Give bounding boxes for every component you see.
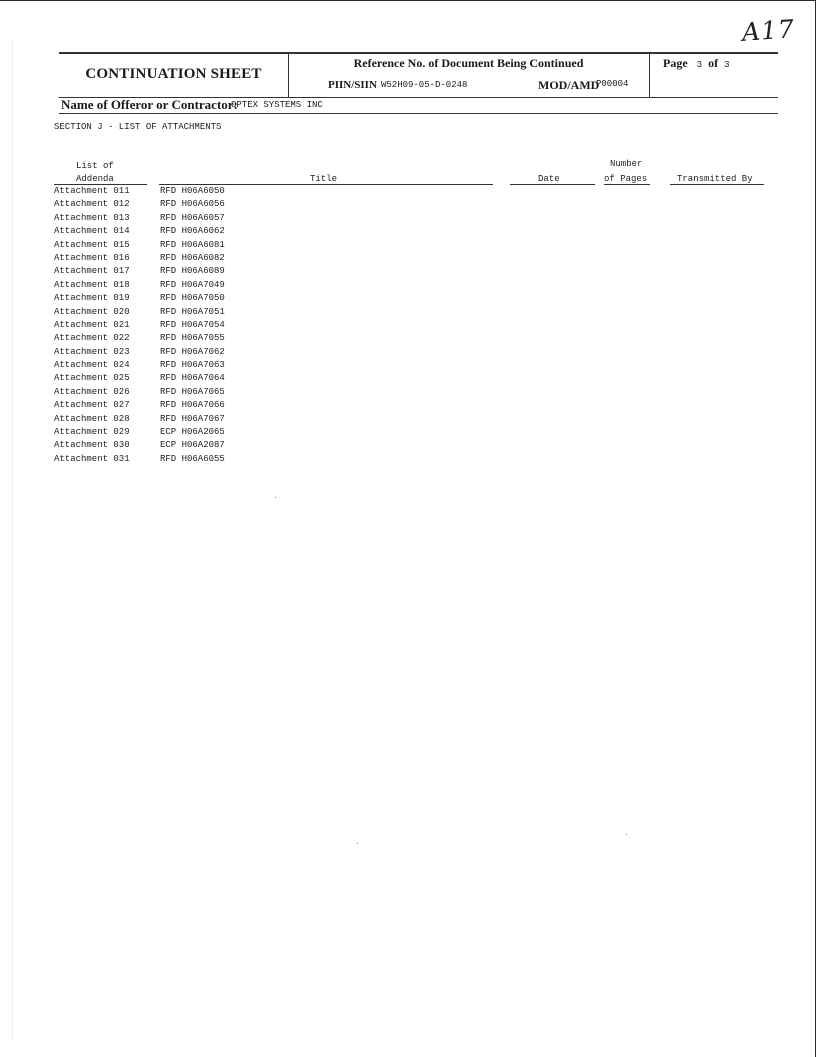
sheet-title: CONTINUATION SHEET [85, 66, 262, 82]
header-title-cell [59, 54, 289, 97]
scan-speck [357, 843, 358, 844]
header-pages-line2: of Pages [604, 174, 648, 184]
attachment-title: ECP H06A2065 [160, 427, 225, 438]
attachment-addenda: Attachment 022 [54, 333, 130, 344]
handwritten-mark: A17 [741, 14, 796, 47]
attachment-title: RFD H06A6057 [160, 212, 225, 223]
page-of-label: of [708, 56, 719, 70]
attachment-title: RFD H06A7055 [160, 333, 225, 344]
attachment-addenda: Attachment 024 [54, 360, 130, 371]
attachment-title: RFD H06A6055 [160, 453, 225, 464]
attachment-addenda: Attachment 020 [54, 306, 130, 317]
attachment-addenda: Attachment 026 [54, 386, 130, 397]
attachment-addenda: Attachment 029 [54, 427, 130, 438]
continuation-header [59, 52, 778, 98]
header-addenda-line2: Addenda [76, 174, 114, 184]
header-transmitted-underline [670, 184, 764, 185]
header-title-underline [159, 184, 493, 185]
offeror-value: OPTEX SYSTEMS INC [231, 100, 323, 110]
attachment-title: RFD H06A6082 [160, 252, 225, 263]
attachment-addenda: Attachment 031 [54, 453, 130, 464]
attachment-title: RFD H06A7051 [160, 306, 225, 317]
header-title: Title [310, 174, 338, 184]
attachment-addenda: Attachment 021 [54, 319, 130, 330]
attachment-addenda: Attachment 015 [54, 239, 130, 250]
header-transmitted-by: Transmitted By [677, 174, 753, 184]
attachment-title: RFD H06A7062 [160, 346, 225, 357]
header-addenda-line1: List of [76, 161, 114, 171]
page-label: Page [663, 56, 688, 70]
attachment-addenda: Attachment 013 [54, 212, 130, 223]
attachment-title: RFD H06A6056 [160, 199, 225, 210]
scan-speck [275, 497, 276, 498]
attachment-title: RFD H06A7064 [160, 373, 225, 384]
scan-edge-left [12, 40, 13, 1040]
attachment-title: RFD H06A7066 [160, 400, 225, 411]
page-total: 3 [724, 60, 730, 70]
attachment-title: RFD H06A6089 [160, 266, 225, 277]
piin-label: PIIN/SIIN [328, 79, 377, 91]
attachment-title: RFD H06A7065 [160, 386, 225, 397]
attachment-addenda: Attachment 018 [54, 279, 130, 290]
attachment-addenda: Attachment 030 [54, 440, 130, 451]
header-pages-line1: Number [610, 159, 643, 169]
attachment-title: RFD H06A7049 [160, 279, 225, 290]
attachment-addenda: Attachment 011 [54, 186, 130, 196]
offeror-row [59, 95, 778, 114]
mod-value: P00004 [596, 79, 629, 89]
header-page-cell [649, 54, 778, 97]
attachment-title: RFD H06A6081 [160, 239, 225, 250]
mod-label: MOD/AMD [538, 78, 600, 92]
header-date-underline [510, 184, 595, 185]
header-reference-cell [288, 54, 650, 97]
attachment-title: ECP H06A2087 [160, 440, 225, 451]
page-indicator [663, 56, 729, 71]
attachment-title: RFD H06A7063 [160, 360, 225, 371]
attachment-addenda: Attachment 012 [54, 199, 130, 210]
attachment-addenda: Attachment 014 [54, 226, 130, 237]
piin-value: W52H09-05-D-0248 [381, 80, 468, 90]
attachment-addenda: Attachment 028 [54, 413, 130, 424]
header-addenda-underline [54, 184, 147, 185]
header-pages-underline [604, 184, 650, 185]
attachment-title: RFD H06A6050 [160, 186, 225, 196]
attachment-title: RFD H06A6062 [160, 226, 225, 237]
reference-title: Reference No. of Document Being Continued [353, 56, 584, 70]
attachment-addenda: Attachment 019 [54, 293, 130, 304]
scan-speck [626, 834, 627, 835]
page-number: 3 [696, 60, 703, 70]
offeror-label: Name of Offeror or Contractor: [61, 97, 238, 112]
attachment-addenda: Attachment 017 [54, 266, 130, 277]
section-heading: SECTION J - LIST OF ATTACHMENTS [54, 122, 222, 132]
attachment-title: RFD H06A7050 [160, 293, 225, 304]
scan-edge-top [0, 0, 816, 1]
attachment-addenda: Attachment 023 [54, 346, 130, 357]
attachment-title: RFD H06A7054 [160, 319, 225, 330]
attachment-title: RFD H06A7067 [160, 413, 225, 424]
attachment-addenda: Attachment 027 [54, 400, 130, 411]
attachment-addenda: Attachment 016 [54, 252, 130, 263]
attachment-addenda: Attachment 025 [54, 373, 130, 384]
header-date: Date [538, 174, 560, 184]
